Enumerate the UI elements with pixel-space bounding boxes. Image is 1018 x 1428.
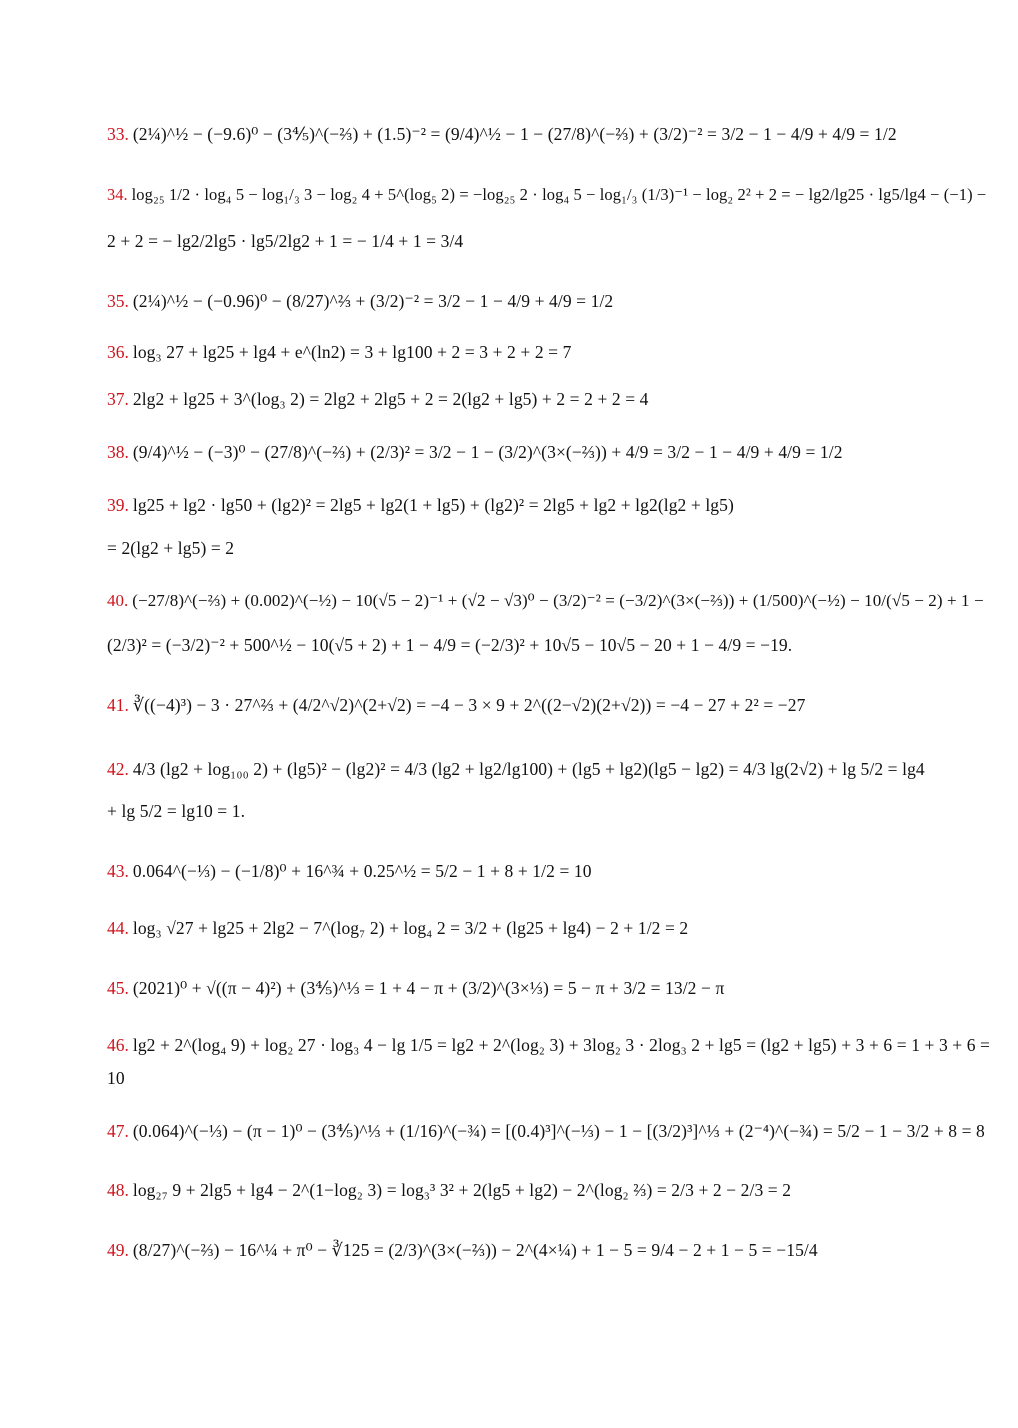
equation-line: 0.064^(−⅓) − (−1/8)⁰ + 16^¾ + 0.25^½ = 5/2 − 1 + 8 + 1/2 = 10	[132, 861, 592, 881]
problem-39	[107, 494, 917, 516]
problem-40-continued	[107, 634, 917, 656]
equation-line: log₂₅ 1/2 · log₄ 5 − log₁/₃ 3 − log₂ 4 + 5^(log₅ 2) = −log₂₅ 2 · log₄ 5 − log₁/₃ (1/3)⁻¹ − log₂ 2² + 2 = − lg2/lg25 · lg5/lg4 − (−1) −	[131, 185, 987, 204]
equation-line: (8/27)^(−⅔) − 16^¼ + π⁰ − ∛125 = (2/3)^(3×(−⅔)) − 2^(4×¼) + 1 − 5 = 9/4 − 2 + 1 − 5 = −15/4	[132, 1240, 818, 1260]
problem-34	[107, 184, 987, 206]
problem-number: 41.	[107, 695, 129, 715]
equation-line: (2¼)^½ − (−9.6)⁰ − (3⅘)^(−⅔) + (1.5)⁻² = (9/4)^½ − 1 − (27/8)^(−⅔) + (3/2)⁻² = 3/2 − 1 − 4/9 + 4/9 = 1/2	[132, 124, 897, 144]
problem-43	[107, 860, 917, 882]
equation-line: log₃ √27 + lg25 + 2lg2 − 7^(log₇ 2) + log₄ 2 = 3/2 + (lg25 + lg4) − 2 + 1/2 = 2	[132, 918, 689, 938]
equation-line: log₃ 27 + lg25 + lg4 + e^(ln2) = 3 + lg100 + 2 = 3 + 2 + 2 = 7	[132, 342, 572, 362]
equation-line: + lg 5/2 = lg10 = 1.	[107, 801, 246, 821]
problem-37	[107, 388, 917, 410]
problem-36	[107, 341, 917, 363]
problem-33	[107, 123, 917, 145]
equation-line: (0.064)^(−⅓) − (π − 1)⁰ − (3⅘)^⅓ + (1/16)^(−¾) = [(0.4)³]^(−⅓) − 1 − [(3/2)³]^⅓ + (2⁻⁴)^(−¾) = 5/2 − 1 − 3/2 + 8 = 8	[132, 1121, 985, 1141]
equation-line: lg2 + 2^(log₄ 9) + log₂ 27 · log₃ 4 − lg 1/5 = lg2 + 2^(log₂ 3) + 3log₂ 3 · 2log₃ 2 + lg5 = (lg2 + lg5) + 3 + 6 = 1 + 3 + 6 =	[132, 1035, 991, 1055]
problem-number: 34.	[107, 185, 128, 204]
problem-41	[107, 694, 917, 716]
problem-number: 48.	[107, 1180, 129, 1200]
problem-number: 39.	[107, 495, 129, 515]
equation-line: (2¼)^½ − (−0.96)⁰ − (8/27)^⅔ + (3/2)⁻² = 3/2 − 1 − 4/9 + 4/9 = 1/2	[132, 291, 614, 311]
equation-line: 4/3 (lg2 + log₁₀₀ 2) + (lg5)² − (lg2)² = 4/3 (lg2 + lg2/lg100) + (lg5 + lg2)(lg5 − lg2) = 4/3 lg(2√2) + lg 5/2 = lg4	[132, 759, 925, 779]
problem-number: 36.	[107, 342, 129, 362]
problem-35	[107, 290, 917, 312]
problem-49	[107, 1239, 917, 1261]
problem-number: 33.	[107, 124, 129, 144]
problem-number: 35.	[107, 291, 129, 311]
problem-46	[107, 1034, 991, 1056]
equation-line: (9/4)^½ − (−3)⁰ − (27/8)^(−⅔) + (2/3)² = 3/2 − 1 − (3/2)^(3×(−⅔)) + 4/9 = 3/2 − 1 − 4/9 + 4/9 = 1/2	[132, 442, 843, 462]
problem-number: 43.	[107, 861, 129, 881]
equation-line: 2 + 2 = − lg2/2lg5 · lg5/2lg2 + 1 = − 1/4 + 1 = 3/4	[107, 231, 464, 251]
problem-40	[107, 590, 984, 612]
problem-number: 49.	[107, 1240, 129, 1260]
equation-line: (2021)⁰ + √((π − 4)²) + (3⅘)^⅓ = 1 + 4 − π + (3/2)^(3×⅓) = 5 − π + 3/2 = 13/2 − π	[132, 978, 725, 998]
problem-42-continued	[107, 800, 917, 822]
problem-46-continued	[107, 1067, 917, 1089]
equation-line: 2lg2 + lg25 + 3^(log₃ 2) = 2lg2 + 2lg5 + 2 = 2(lg2 + lg5) + 2 = 2 + 2 = 4	[132, 389, 649, 409]
equation-line: (−27/8)^(−⅔) + (0.002)^(−½) − 10(√5 − 2)⁻¹ + (√2 − √3)⁰ − (3/2)⁻² = (−3/2)^(3×(−⅔)) + (1/500)^(−½) − 10/(√5 − 2) + 1 −	[132, 591, 984, 610]
equation-line: lg25 + lg2 · lg50 + (lg2)² = 2lg5 + lg2(1 + lg5) + (lg2)² = 2lg5 + lg2 + lg2(lg2 + lg5)	[132, 495, 734, 515]
problem-42	[107, 758, 925, 780]
problem-number: 44.	[107, 918, 129, 938]
equation-line: = 2(lg2 + lg5) = 2	[107, 538, 235, 558]
problem-44	[107, 917, 917, 939]
problem-number: 42.	[107, 759, 129, 779]
problem-number: 47.	[107, 1121, 129, 1141]
equation-line: (2/3)² = (−3/2)⁻² + 500^½ − 10(√5 + 2) + 1 − 4/9 = (−2/3)² + 10√5 − 10√5 − 20 + 1 − 4/9 = −19.	[107, 635, 793, 655]
problem-38	[107, 441, 917, 463]
equation-line: log₂₇ 9 + 2lg5 + lg4 − 2^(1−log₂ 3) = log₃³ 3² + 2(lg5 + lg2) − 2^(log₂ ⅔) = 2/3 + 2 − 2/3 = 2	[132, 1180, 792, 1200]
problem-number: 37.	[107, 389, 129, 409]
problem-45	[107, 977, 917, 999]
problem-47	[107, 1120, 985, 1142]
problem-number: 38.	[107, 442, 129, 462]
problem-number: 40.	[107, 591, 129, 610]
problem-39-continued	[107, 537, 917, 559]
problem-34-continued	[107, 230, 917, 252]
problem-48	[107, 1179, 917, 1201]
problem-number: 45.	[107, 978, 129, 998]
equation-line: 10	[107, 1068, 125, 1088]
problem-number: 46.	[107, 1035, 129, 1055]
equation-line: ∛((−4)³) − 3 · 27^⅔ + (4/2^√2)^(2+√2) = −4 − 3 × 9 + 2^((2−√2)(2+√2)) = −4 − 27 + 2² = −27	[132, 695, 806, 715]
